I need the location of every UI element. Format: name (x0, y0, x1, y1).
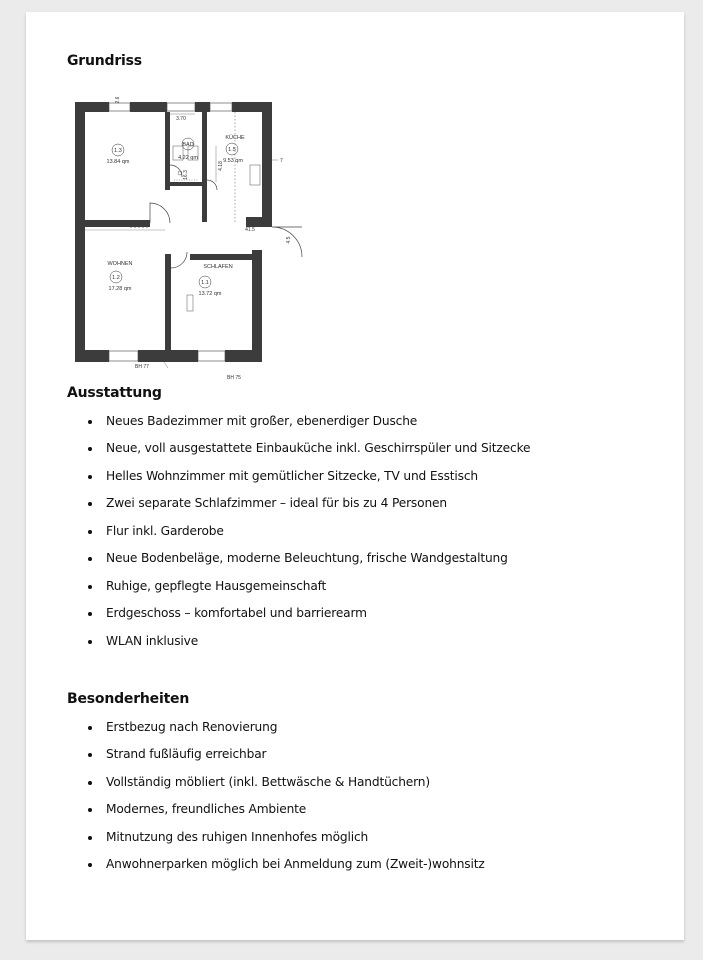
heading-ausstattung: Ausstattung (67, 385, 162, 401)
room-1-3-area: 13.84 qm (106, 159, 130, 165)
room-schlafen-area: 13.72 qm (198, 291, 222, 297)
dim-bh-77: BH 77 (135, 364, 149, 370)
dim-16-3: 16.3 (183, 170, 189, 180)
room-schlafen-number: 1.1 (201, 280, 209, 286)
dim-2-6: 2.6 (115, 96, 121, 104)
dim-4-5: 4.5 (286, 236, 292, 244)
room-1-3-number: 1.3 (114, 148, 122, 154)
floor-plan (70, 90, 325, 384)
room-wohnen-name: WOHNEN (107, 261, 133, 267)
heading-grundriss: Grundriss (67, 53, 142, 69)
dim-7: 7 (280, 158, 283, 164)
room-kueche-number: 1.5 (228, 147, 236, 153)
room-bad-name: BAD (182, 142, 194, 148)
room-kueche-area: 9.53 qm (223, 158, 243, 164)
document-page: Grundriss 1.3 13.84 qm BAD 4.22 qm KÜCHE 1.5 9.53 qm WOHNEN 1.2 17.28 qm SCHLAFEN 1.1 13.72 qm 2.6 3.70 4.18 16.3 7 41.5 4.5 BH 77 BH 75 Ausstattung Neues Badezimmer mit großer, ebenerdiger Dusche Neue, voll ausgestattete Einbauküche inkl. Geschirrspüler und Sitzecke Helles Wohnzimmer mit gemütlicher Sitzecke, TV und Esstisch Zwei separate Schlafzimmer – ideal für bis zu 4 Personen Flur inkl. Garderobe Neue Bodenbeläge, moderne Beleuchtung, frische Wandgestaltung Ruhige, gepflegte Hausgemeinschaft Erdgeschoss – komfortabel und barrierearm WLAN inklusive Besonderheiten Erstbezug nach Renovierung Strand fußläufig erreichbar Vollständig möbliert (inkl. Bettwäsche & Handtüchern) Modernes, freundliches Ambiente Mitnutzung des ruhigen Innenhofes möglich Anwohnerparken möglich bei Anmeldung zum (Zweit-)wohnsitz (26, 12, 684, 940)
room-wohnen-area: 17.28 qm (108, 286, 132, 292)
room-schlafen-name: SCHLAFEN (203, 264, 233, 270)
dim-4-18: 4.18 (218, 161, 224, 171)
heading-besonderheiten: Besonderheiten (67, 691, 190, 707)
room-kueche-name: KÜCHE (225, 135, 245, 141)
room-wohnen-number: 1.2 (112, 275, 120, 281)
dim-41-5: 41.5 (245, 227, 255, 233)
dim-3-70: 3.70 (176, 116, 186, 122)
room-bad-area: 4.22 qm (178, 155, 198, 161)
dim-bh-75: BH 75 (227, 375, 241, 381)
